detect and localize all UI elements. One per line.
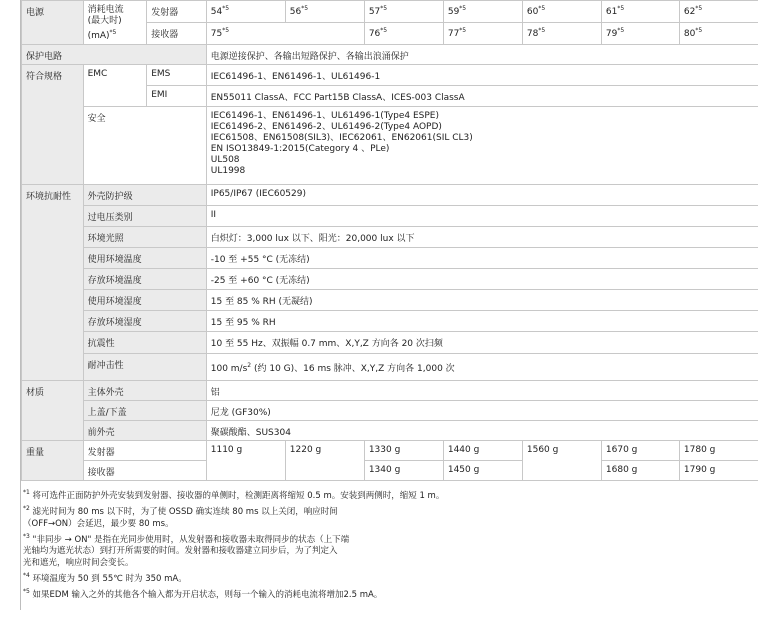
- material-row: [22, 381, 758, 401]
- footnote: $^{*1}$ 将可选件正面防护外壳安装到发射器、接收器的单侧时，检测距离将缩短 0.5 m。安装到两侧时，缩短 1 m。: [23, 489, 445, 501]
- weight-cell: 1680 g: [601, 461, 679, 481]
- env-row: [22, 332, 758, 354]
- env-name: 环境光照: [83, 227, 206, 248]
- material-value: 尼龙 (GF30%): [206, 401, 758, 421]
- weight-emitter-label: 发射器: [83, 441, 206, 461]
- weight-cell: 1340 g: [364, 461, 443, 481]
- ems-value: IEC61496-1、EN61496-1、UL61496-1: [206, 65, 758, 86]
- power-receiver-cell: 79$^{*5}$: [601, 23, 679, 45]
- env-value: -10 至 +55 °C (无冻结): [206, 248, 758, 269]
- material-name: 前外壳: [83, 421, 206, 441]
- weight-cell: 1110 g: [206, 441, 285, 481]
- env-value: 15 至 95 % RH: [206, 311, 758, 332]
- protection-row: [22, 45, 758, 65]
- env-name: 使用环境湿度: [83, 290, 206, 311]
- weight-receiver-row: [22, 461, 758, 481]
- safety-label: 安全: [83, 107, 206, 185]
- env-name: 存放环境湿度: [83, 311, 206, 332]
- material-name: 主体外壳: [83, 381, 206, 401]
- power-label: 电源: [22, 1, 84, 45]
- protection-label: 保护电路: [22, 45, 207, 65]
- env-value: 10 至 55 Hz、双振幅 0.7 mm、X,Y,Z 方向各 20 次扫频: [206, 332, 758, 354]
- power-receiver-label: 接收器: [147, 23, 207, 45]
- consumption-label: 消耗电流 (最大时)(mA)$^{*5}$: [83, 1, 147, 45]
- material-value: 铝: [206, 381, 758, 401]
- weight-receiver-label: 接收器: [83, 461, 206, 481]
- power-emitter-row: [22, 1, 758, 23]
- power-emitter-cell: 61$^{*5}$: [601, 1, 679, 23]
- weight-cell: 1330 g: [364, 441, 443, 461]
- env-value: 100 $m/s^2$ (约 10 G)、16 ms 脉冲、X,Y,Z 方向各 1,000 次: [206, 354, 758, 381]
- power-emitter-label: 发射器: [147, 1, 207, 23]
- power-receiver-cell: 76$^{*5}$: [364, 23, 443, 45]
- power-emitter-cell: 62$^{*5}$: [679, 1, 758, 23]
- footnote: $^{*3}$ "非同步 → ON" 是指在光同步使用时，从发射器和接收器未取得同步的状态（上下端 光轴均为遮光状态）到打开所需要的时间。发射器和接收器建立同步后，为了判定入 光和遮光，响应时间会变长。: [23, 532, 350, 569]
- standards-label: 符合规格: [22, 65, 84, 185]
- weight-cell: 1450 g: [443, 461, 522, 481]
- ems-label: EMS: [147, 65, 207, 86]
- env-name: 抗震性: [83, 332, 206, 354]
- weight-cell: 1790 g: [679, 461, 758, 481]
- power-receiver-cell: 80$^{*5}$: [679, 23, 758, 45]
- power-emitter-cell: 54$^{*5}$: [206, 1, 285, 23]
- footnote: $^{*4}$ 环境温度为 50 到 55℃ 时为 350 mA。: [23, 572, 187, 585]
- env-row: [22, 248, 758, 269]
- weight-label: 重量: [22, 441, 84, 481]
- standards-safety-row: [22, 107, 758, 185]
- env-row: [22, 227, 758, 248]
- weight-cell: 1440 g: [443, 441, 522, 461]
- material-label: 材质: [22, 381, 84, 441]
- env-value: IP65/IP67 (IEC60529): [206, 185, 758, 206]
- power-emitter-cell: 59$^{*5}$: [443, 1, 522, 23]
- spec-sheet: [20, 0, 758, 610]
- power-emitter-cell: 57$^{*5}$: [364, 1, 443, 23]
- safety-value: IEC61496-1、EN61496-1、UL61496-1(Type4 ESPE) IEC61496-2、EN61496-2、UL61496-2(Type4 AOPD) IEC61508、EN61508(SIL3)、IEC62061、EN62061(SIL CL3) EN ISO13849-1:2015(Category 4 、PLe) UL508 UL1998: [206, 107, 758, 185]
- weight-cell: 1670 g: [601, 441, 679, 461]
- env-value: 白炽灯：3,000 lux 以下、阳光：20,000 lux 以下: [206, 227, 758, 248]
- material-row: [22, 401, 758, 421]
- material-name: 上盖/下盖: [83, 401, 206, 421]
- env-name: 耐冲击性: [83, 354, 206, 381]
- footnotes: [21, 481, 758, 601]
- weight-cell: 1560 g: [522, 441, 601, 481]
- power-receiver-cell: 75$^{*5}$: [206, 23, 364, 45]
- footnote: $^{*5}$ 如果EDM 输入之外的其他各个输入都为开启状态，则每一个输入的消耗电流将增加2.5 mA。: [23, 588, 383, 601]
- env-name: 外壳防护级: [83, 185, 206, 206]
- env-value: 15 至 85 % RH (无凝结): [206, 290, 758, 311]
- standards-ems-row: [22, 65, 758, 86]
- env-value: -25 至 +60 °C (无冻结): [206, 269, 758, 290]
- env-row: [22, 185, 758, 206]
- spec-table: [21, 0, 758, 481]
- env-value: II: [206, 206, 758, 227]
- protection-value: 电源逆接保护、各输出短路保护、各输出浪涌保护: [206, 45, 758, 65]
- env-row: [22, 311, 758, 332]
- power-receiver-cell: 78$^{*5}$: [522, 23, 601, 45]
- power-receiver-cell: 77$^{*5}$: [443, 23, 522, 45]
- weight-emitter-row: [22, 441, 758, 461]
- emi-label: EMI: [147, 86, 207, 107]
- material-row: [22, 421, 758, 441]
- weight-cell: 1780 g: [679, 441, 758, 461]
- env-name: 存放环境温度: [83, 269, 206, 290]
- env-name: 过电压类别: [83, 206, 206, 227]
- material-value: 聚碳酸酯、SUS304: [206, 421, 758, 441]
- env-row: [22, 206, 758, 227]
- env-row: [22, 290, 758, 311]
- environment-label: 环境抗耐性: [22, 185, 84, 381]
- power-emitter-cell: 60$^{*5}$: [522, 1, 601, 23]
- weight-cell: 1220 g: [285, 441, 364, 481]
- env-row: [22, 269, 758, 290]
- emc-label: EMC: [83, 65, 147, 107]
- emi-value: EN55011 ClassA、FCC Part15B ClassA、ICES-003 ClassA: [206, 86, 758, 107]
- footnote: $^{*2}$ 滤光时间为 80 ms 以下时，为了使 OSSD 确实连续 80 ms 以上关闭，响应时间 （OFF→ON）会延迟，最少要 80 ms。: [23, 504, 338, 529]
- env-row: [22, 354, 758, 381]
- power-emitter-cell: 56$^{*5}$: [285, 1, 364, 23]
- env-name: 使用环境温度: [83, 248, 206, 269]
